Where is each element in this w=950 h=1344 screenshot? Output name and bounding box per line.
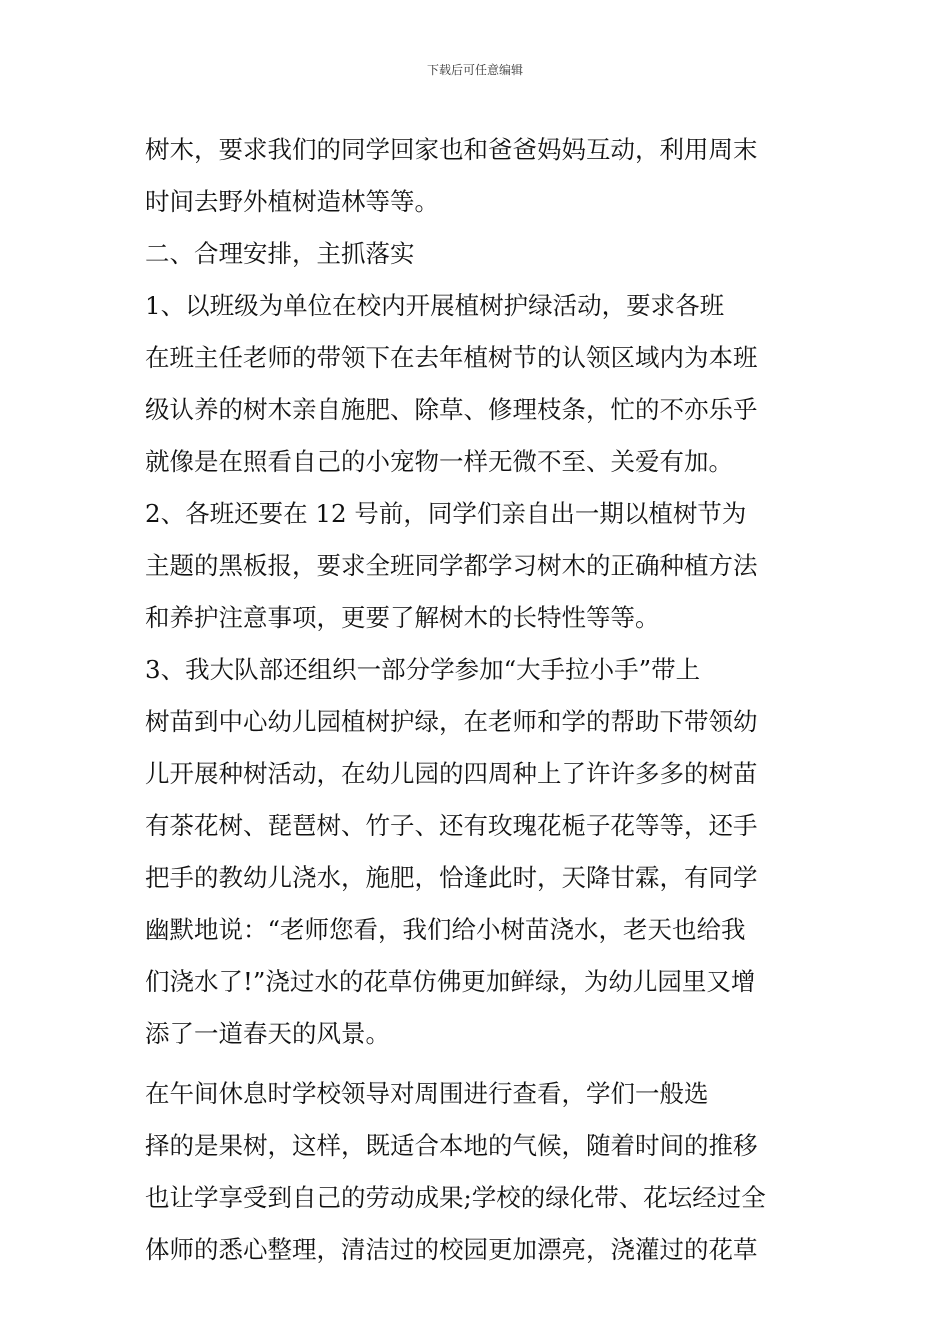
text-line: 添了一道春天的风景。: [145, 1019, 390, 1048]
document-body: [145, 124, 810, 1276]
text-line: 把手的教幼儿浇水，施肥，恰逢此时，天降甘霖，有同学: [145, 863, 758, 892]
text-line: 主题的黑板报，要求全班同学都学习树木的正确种植方法: [145, 551, 758, 580]
text-line: 幽默地说：“老师您看，我们给小树苗浇水，老天也给我: [145, 915, 746, 944]
text-line: 也让学享受到自己的劳动成果;学校的绿化带、花坛经过全: [145, 1183, 766, 1212]
text-line: 2、各班还要在 12 号前，同学们亲自出一期以植树节为: [145, 499, 747, 528]
text-line: 1、以班级为单位在校内开展植树护绿活动，要求各班: [145, 291, 725, 320]
text-line: 时间去野外植树造林等等。: [145, 187, 439, 216]
text-line: 有茶花树、琵琶树、竹子、还有玫瑰花栀子花等等，还手: [145, 811, 758, 840]
text-line: 和养护注意事项，更要了解树木的长特性等等。: [145, 603, 660, 632]
text-line: 级认养的树木亲自施肥、除草、修理枝条，忙的不亦乐乎: [145, 395, 758, 424]
text-line: 在午间休息时学校领导对周围进行查看，学们一般选: [145, 1079, 709, 1108]
text-line: 体师的悉心整理，清洁过的校园更加漂亮，浇灌过的花草: [145, 1235, 758, 1264]
section-heading: 二、合理安排，主抓落实: [145, 239, 415, 268]
text-line: 树木，要求我们的同学回家也和爸爸妈妈互动，利用周末: [145, 135, 758, 164]
text-line: 儿开展种树活动，在幼儿园的四周种上了许许多多的树苗: [145, 759, 758, 788]
text-line: 就像是在照看自己的小宠物一样无微不至、关爱有加。: [145, 447, 733, 476]
text-line: 3、我大队部还组织一部分学参加“大手拉小手”带上: [145, 655, 701, 684]
page-header: 下载后可任意编辑: [426, 63, 523, 77]
text-line: 择的是果树，这样，既适合本地的气候，随着时间的推移: [145, 1131, 758, 1160]
text-line: 树苗到中心幼儿园植树护绿，在老师和学的帮助下带领幼: [145, 707, 758, 736]
text-line: 们浇水了!”浇过水的花草仿佛更加鲜绿，为幼儿园里又增: [145, 967, 756, 996]
text-line: 在班主任老师的带领下在去年植树节的认领区域内为本班: [145, 343, 758, 372]
